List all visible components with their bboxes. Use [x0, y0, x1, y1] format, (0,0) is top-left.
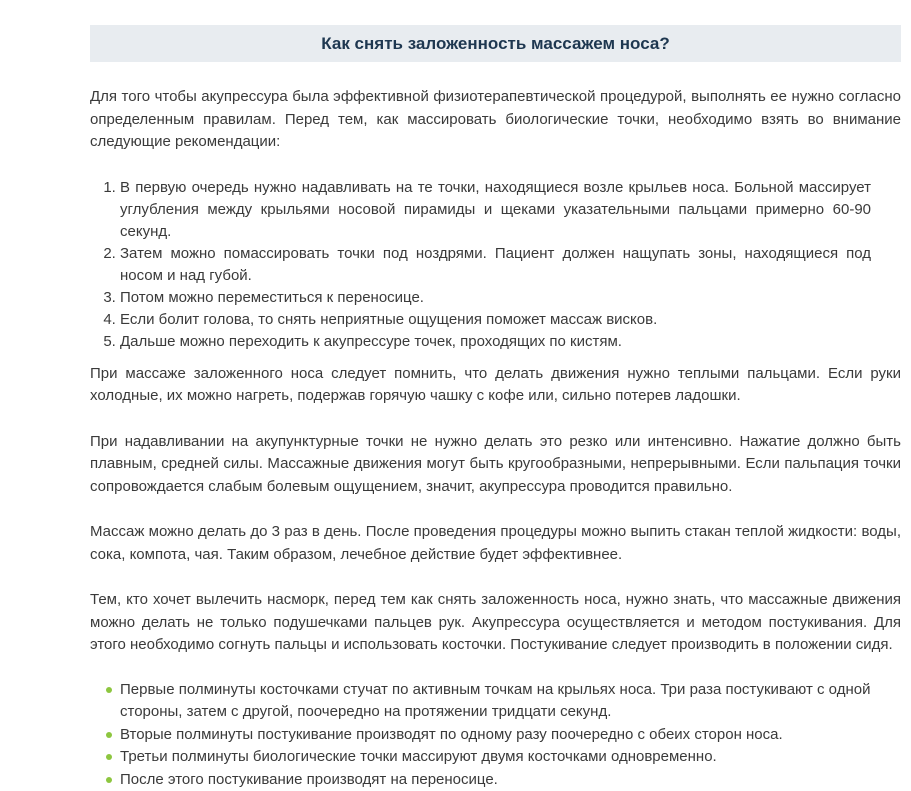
list-item: 5. Дальше можно переходить к акупрессуре точек, проходящих по кистям. [120, 331, 901, 353]
bullet-icon [106, 754, 112, 760]
list-item-text: Вторые полминуты постукивание производят по одному разу поочередно с обеих сторон носа. [120, 726, 783, 743]
bullet-icon [106, 777, 112, 783]
article-heading: Как снять заложенность массажем носа? [90, 25, 901, 62]
list-item [120, 746, 901, 769]
list-item-text: После этого постукивание производят на переносице. [120, 771, 498, 788]
list-item: 3. Потом можно переместиться к переносице. [120, 287, 901, 309]
article [90, 25, 901, 791]
cold-hands-paragraph: При массаже заложенного носа следует помнить, что делать движения нужно теплыми пальцами. Если руки холодные, их можно нагреть, подержав горячую чашку с кофе или, сильно потерев ладошки. [90, 363, 901, 408]
tapping-steps-list [90, 679, 901, 791]
frequency-paragraph: Массаж можно делать до 3 раз в день. После проведения процедуры можно выпить стакан теплой жидкости: воды, сока, компота, чая. Таким образом, лечебное действие будет эффективнее. [90, 521, 901, 566]
list-item [120, 679, 901, 724]
massage-steps-list [90, 177, 901, 353]
pressure-paragraph: При надавливании на акупунктурные точки не нужно делать это резко или интенсивно. Нажатие должно быть плавным, средней силы. Массажные движения могут быть кругообразными, непрерывными. Если пальпация точки сопровождается слабым болевым ощущением, значит, акупрессура проводится правильно. [90, 431, 901, 499]
bullet-icon [106, 687, 112, 693]
list-item-text: Третьи полминуты биологические точки массируют двумя косточками одновременно. [120, 748, 717, 765]
list-item [120, 769, 901, 791]
list-item: 4. Если болит голова, то снять неприятные ощущения поможет массаж висков. [120, 309, 901, 331]
list-item: 2. Затем можно помассировать точки под ноздрями. Пациент должен нащупать зоны, находящиеся под носом и над губой. [120, 243, 901, 287]
tapping-paragraph: Тем, кто хочет вылечить насморк, перед тем как снять заложенность носа, нужно знать, что массажные движения можно делать не только подушечками пальцев рук. Акупрессура осуществляется и методом постукивания. Для этого необходимо согнуть пальцы и использовать косточки. Постукивание следует производить в положении сидя. [90, 589, 901, 657]
intro-paragraph: Для того чтобы акупрессура была эффективной физиотерапевтической процедурой, выполнять ее нужно согласно определенным правилам. Перед тем, как массировать биологические точки, необходимо взять во внимание следующие рекомендации: [90, 86, 901, 154]
list-item-text: Первые полминуты косточками стучат по активным точкам на крыльях носа. Три раза постукивают с одной стороны, затем с другой, поочередно на протяжении тридцати секунд. [120, 681, 870, 721]
list-item: 1. В первую очередь нужно надавливать на те точки, находящиеся возле крыльев носа. Больной массирует углубления между крыльями носовой пирамиды и щеками указательными пальцами примерно 60-90 секунд. [120, 177, 901, 243]
bullet-icon [106, 732, 112, 738]
list-item [120, 724, 901, 747]
